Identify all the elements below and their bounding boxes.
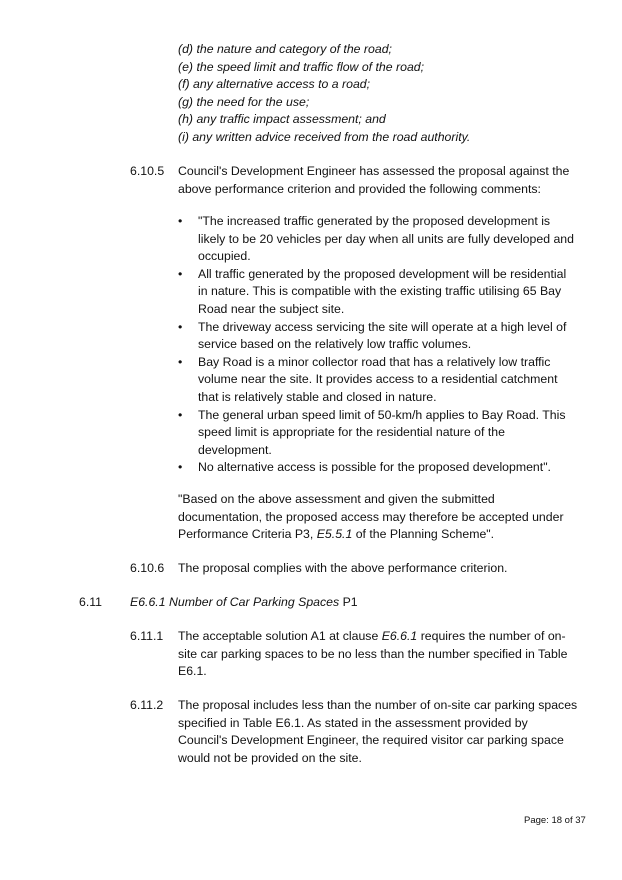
criterion-g: (g) the need for the use; <box>178 95 310 109</box>
list-item: • "The increased traffic generated by the proposed development is likely to be 20 vehicles per day when all units are fully developed and occupied. <box>178 213 578 266</box>
section-number-6-11-1: 6.11.1 <box>130 629 164 643</box>
assessment-conclusion <box>178 491 578 544</box>
page-number: Page: 18 of 37 <box>524 815 586 826</box>
criterion-f: (f) any alternative access to a road; <box>178 77 371 91</box>
list-item: • All traffic generated by the proposed development will be residential in nature. This is compatible with the existing traffic utilising 65 Bay Road near the subject site. <box>178 266 578 319</box>
section-number-6-10-5: 6.10.5 <box>130 164 165 178</box>
conclusion-text-end: of the Planning Scheme". <box>352 527 495 542</box>
section-number-6-10-6: 6.10.6 <box>130 561 165 575</box>
list-item: • The general urban speed limit of 50-km/h applies to Bay Road. This speed limit is appropriate for the residential nature of the development. <box>178 407 578 460</box>
conclusion-clause-ref: E5.5.1 <box>316 527 353 542</box>
section-number-6-11-2: 6.11.2 <box>130 698 164 712</box>
list-item: • No alternative access is possible for the proposed development". <box>178 459 578 477</box>
text-start: The acceptable solution A1 at clause <box>178 629 382 643</box>
section-6-10-5-text: Council's Development Engineer has assessed the proposal against the above performance criterion and provided the following comments: <box>178 164 570 196</box>
criterion-d: (d) the nature and category of the road; <box>178 42 392 56</box>
heading-clause: E6.6.1 Number of Car Parking Spaces <box>130 595 340 609</box>
section-6-11-2-text: The proposal includes less than the number of on-site car parking spaces specified in Table E6.1. As stated in the assessment provided by Council's Development Engineer, the required visitor car parking space would not be provided on the site. <box>178 698 578 765</box>
criterion-h: (h) any traffic impact assessment; and <box>178 112 386 126</box>
section-6-10-6-text: The proposal complies with the above performance criterion. <box>178 561 508 575</box>
criterion-e: (e) the speed limit and traffic flow of the road; <box>178 60 425 74</box>
list-item: • The driveway access servicing the site will operate at a high level of service based on the relatively low traffic volumes. <box>178 319 578 354</box>
section-6-11-heading <box>130 594 358 612</box>
section-number-6-11: 6.11 <box>79 595 103 609</box>
text-end: requires the number of on-site car parking spaces to be no less than the number specified in Table E6.1. <box>178 629 568 679</box>
section-6-11-1-text <box>178 628 573 681</box>
engineer-comments-list <box>178 213 578 477</box>
list-item: • Bay Road is a minor collector road that has a relatively low traffic volume near the site. It provides access to a residential catchment that is relatively stable and closed in nature. <box>178 354 578 407</box>
clause-ref: E6.6.1 <box>381 629 418 643</box>
conclusion-text-start: "Based on the above assessment and given the submitted documentation, the proposed access may therefore be accepted under Performance Criteria P3, <box>178 492 564 542</box>
heading-suffix: P1 <box>339 595 358 609</box>
criterion-i: (i) any written advice received from the road authority. <box>178 130 471 144</box>
